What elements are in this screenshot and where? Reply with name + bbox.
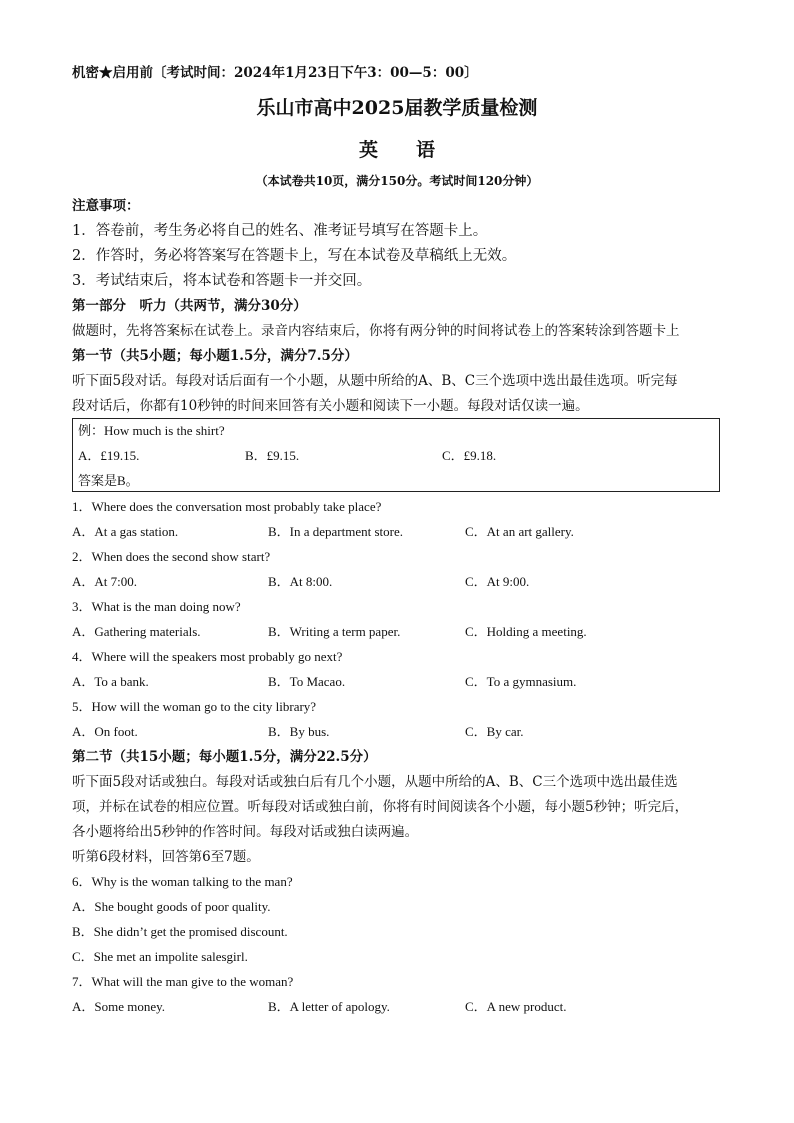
option-b: B．She didn’t get the promised discount. bbox=[72, 924, 288, 939]
question-text: 7．What will the man give to the woman? bbox=[72, 974, 294, 989]
option-b: B．A letter of apology. bbox=[268, 999, 390, 1014]
section1-instruction: 听下面5段对话。每段对话后面有一个小题，从题中所给的A、B、C三个选项中选出最佳选项。听完每 bbox=[72, 373, 678, 389]
option-c: C．At 9:00. bbox=[465, 574, 530, 589]
option-a: A．On foot. bbox=[72, 724, 138, 739]
example-option-c: C．£9.18. bbox=[442, 448, 497, 463]
option-a: A．She bought goods of poor quality. bbox=[72, 899, 271, 914]
question-text: 3．What is the man doing now? bbox=[72, 599, 241, 614]
question-text: 6．Why is the woman talking to the man? bbox=[72, 874, 293, 889]
question-text: 4．Where will the speakers most probably go next? bbox=[72, 649, 343, 664]
option-a: A．At 7:00. bbox=[72, 574, 138, 589]
option-c: C．She met an impolite salesgirl. bbox=[72, 949, 248, 964]
example-question: 例：How much is the shirt? bbox=[78, 423, 225, 438]
confidential-line: 机密★启用前〔考试时间：2024年1月23日下午3：00—5：00〕 bbox=[72, 65, 478, 81]
example-answer: 答案是B。 bbox=[78, 473, 139, 488]
option-b: B．By bus. bbox=[268, 724, 330, 739]
option-a: A．Gathering materials. bbox=[72, 624, 201, 639]
part1-intro: 做题时，先将答案标在试卷上。录音内容结束后，你将有两分钟的时间将试卷上的答案转涂到答题卡上 bbox=[72, 323, 680, 339]
option-c: C．By car. bbox=[465, 724, 524, 739]
option-b: B．In a department store. bbox=[268, 524, 404, 539]
example-option-b: B．£9.15. bbox=[245, 448, 300, 463]
option-b: B．Writing a term paper. bbox=[268, 624, 401, 639]
material-6-note: 听第6段材料，回答第6至7题。 bbox=[72, 849, 260, 865]
section1-heading: 第一节（共5小题；每小题1.5分，满分7.5分） bbox=[72, 348, 358, 364]
option-a: A．At a gas station. bbox=[72, 524, 179, 539]
option-b: B．To Macao. bbox=[268, 674, 346, 689]
question-text: 1．Where does the conversation most probably take place? bbox=[72, 499, 382, 514]
option-c: C．To a gymnasium. bbox=[465, 674, 577, 689]
notice-heading: 注意事项： bbox=[72, 198, 140, 214]
option-c: C．A new product. bbox=[465, 999, 567, 1014]
part1-heading: 第一部分 听力（共两节，满分30分） bbox=[72, 298, 307, 314]
option-b: B．At 8:00. bbox=[268, 574, 333, 589]
notice-item: 1．答卷前，考生务必将自己的姓名、准考证号填写在答题卡上。 bbox=[72, 223, 488, 239]
section2-instruction: 各小题将给出5秒钟的作答时间。每段对话或独白读两遍。 bbox=[72, 824, 419, 840]
option-c: C．At an art gallery. bbox=[465, 524, 574, 539]
exam-title: 乐山市高中2025届教学质量检测 bbox=[256, 97, 538, 119]
section2-heading: 第二节（共15小题；每小题1.5分，满分22.5分） bbox=[72, 749, 377, 765]
option-a: A．Some money. bbox=[72, 999, 166, 1014]
section1-instruction: 段对话后，你都有10秒钟的时间来回答有关小题和阅读下一小题。每段对话仅读一遍。 bbox=[72, 398, 589, 414]
notice-item: 3．考试结束后，将本试卷和答题卡一并交回。 bbox=[72, 273, 372, 289]
subject-title: 英 语 bbox=[358, 139, 435, 161]
notice-item: 2．作答时，务必将答案写在答题卡上，写在本试卷及草稿纸上无效。 bbox=[72, 248, 517, 264]
example-option-a: A．£19.15. bbox=[78, 448, 140, 463]
option-c: C．Holding a meeting. bbox=[465, 624, 587, 639]
question-text: 5．How will the woman go to the city library? bbox=[72, 699, 317, 714]
section2-instruction: 项，并标在试卷的相应位置。听每段对话或独白前，你将有时间阅读各个小题，每小题5秒钟；听完后， bbox=[72, 799, 689, 815]
section2-instruction: 听下面5段对话或独白。每段对话或独白后有几个小题，从题中所给的A、B、C三个选项中选出最佳选 bbox=[72, 774, 678, 790]
question-text: 2．When does the second show start? bbox=[72, 549, 271, 564]
exam-info-note: （本试卷共10页，满分150分。考试时间120分钟） bbox=[255, 174, 539, 188]
option-a: A．To a bank. bbox=[72, 674, 149, 689]
